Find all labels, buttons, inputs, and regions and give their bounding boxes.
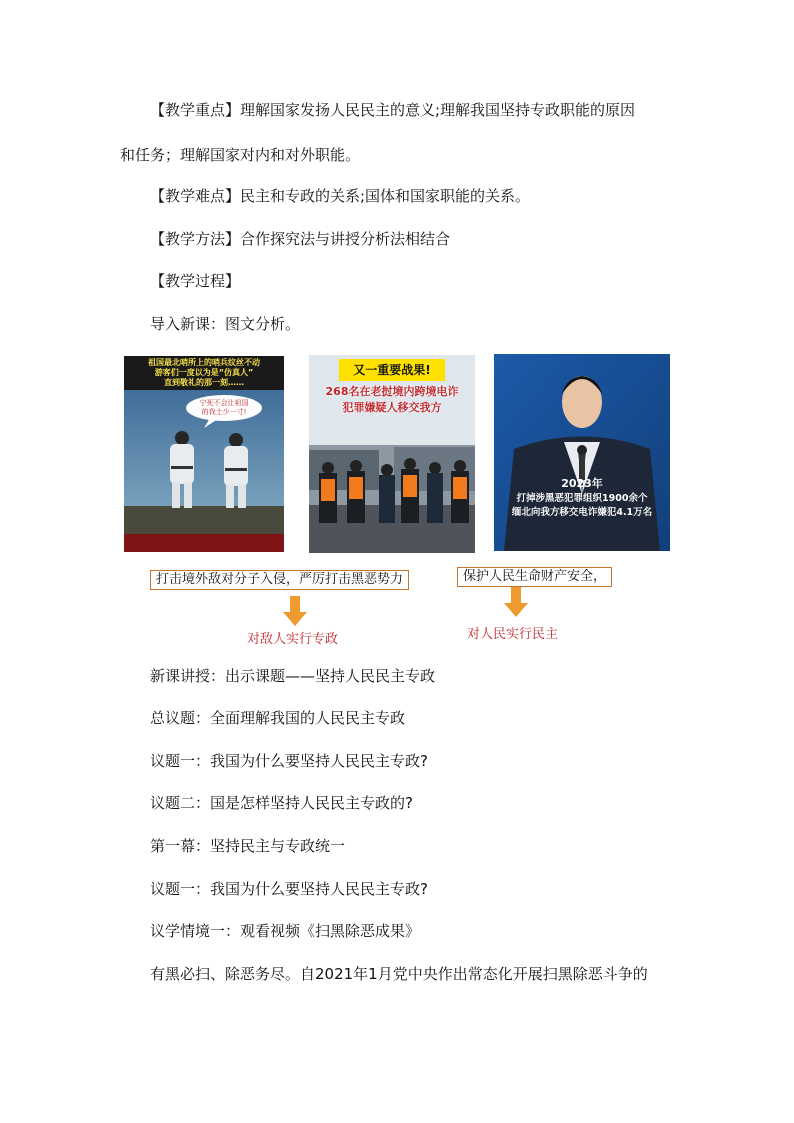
scenario-1-line: 议学情境一：观看视频《扫黑除恶成果》	[150, 922, 421, 940]
photo1-bubble-1: 宁死不会让祖国	[199, 399, 249, 407]
photo1-headline-1: 祖国最北哨所上的哨兵纹丝不动	[148, 358, 260, 367]
photo3-year: 2023年	[561, 477, 603, 490]
left-result-label: 对敌人实行专政	[247, 632, 339, 647]
topic-2-line: 议题二：国是怎样坚持人民民主专政的?	[150, 794, 413, 812]
body-text-line: 有黑必扫、除恶务尽。自2021年1月党中央作出常态化开展扫黑除恶斗争的	[150, 965, 648, 983]
photo3-caption-1: 打掉涉黑恶犯罪组织1900余个	[516, 493, 648, 504]
photo2-headline-1: 268名在老挝境内跨境电诈	[325, 385, 459, 398]
intro-line: 导入新课：图文分析。	[150, 315, 301, 333]
right-down-arrow-icon	[504, 587, 528, 617]
right-caption-box: 保护人民生命财产安全，	[457, 567, 612, 587]
key-points-line-1: 【教学重点】理解国家发扬人民民主的意义;理解我国坚持专政职能的原因	[150, 101, 636, 119]
new-lesson-line: 新课讲授：出示课题——坚持人民民主专政	[150, 667, 436, 685]
topic-1-line: 议题一：我国为什么要坚持人民民主专政?	[150, 752, 428, 770]
photo-spokesperson	[494, 354, 670, 551]
photo2-banner: 又一重要战果!	[353, 363, 431, 377]
left-caption-box: 打击境外敌对分子入侵，严厉打击黑恶势力	[150, 570, 409, 590]
overall-topic-line: 总议题：全面理解我国的人民民主专政	[150, 709, 406, 727]
photo3-caption-2: 缅北向我方移交电诈嫌犯4.1万名	[511, 507, 653, 518]
process-heading: 【教学过程】	[150, 272, 241, 290]
act-1-line: 第一幕：坚持民主与专政统一	[150, 837, 346, 855]
photo1-bubble-2: 的我土少一寸!	[201, 408, 247, 416]
photo2-headline-2: 犯罪嫌疑人移交我方	[342, 401, 442, 414]
photo-suspects-handover	[309, 355, 475, 553]
methods-line: 【教学方法】合作探究法与讲授分析法相结合	[150, 230, 451, 248]
left-down-arrow-icon	[283, 596, 307, 626]
photo1-headline-3: 直到敬礼的那一刻……	[164, 378, 244, 387]
right-result-label: 对人民实行民主	[467, 627, 559, 642]
photo-border-sentinels	[124, 356, 284, 552]
key-points-line-2: 和任务；理解国家对内和对外职能。	[120, 146, 361, 164]
topic-1-repeat-line: 议题一：我国为什么要坚持人民民主专政?	[150, 880, 428, 898]
difficulties-line: 【教学难点】民主和专政的关系;国体和国家职能的关系。	[150, 187, 531, 205]
photo1-headline-2: 游客们一度以为是“仿真人”	[154, 368, 254, 377]
